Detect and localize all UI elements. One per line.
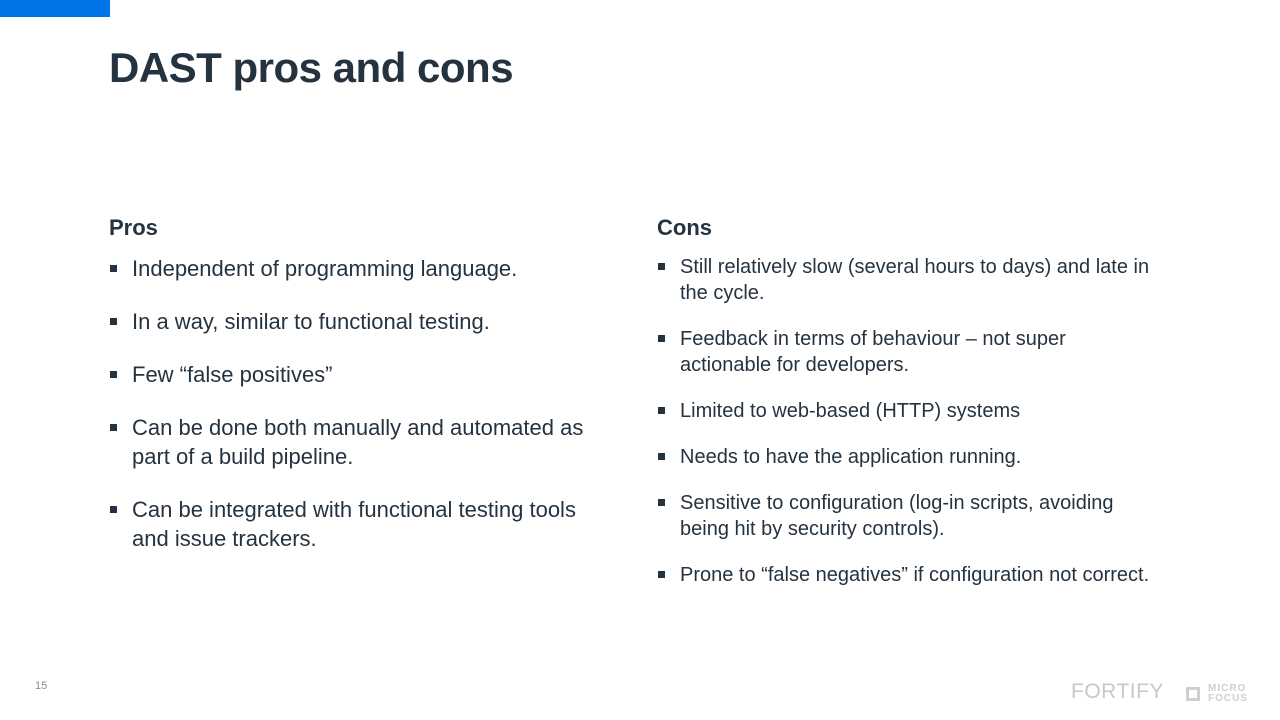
pros-item-text: Can be integrated with functional testing tools and issue trackers. [132,497,576,551]
cons-item-text: Still relatively slow (several hours to days) and late in the cycle. [680,256,1150,304]
fortify-wordmark: FORTIFY [1071,680,1164,703]
pros-item-text: Can be done both manually and automated as part of a build pipeline. [132,415,584,469]
micro-focus-logo-icon [1186,687,1200,701]
bullet-square-icon [110,318,117,325]
bullet-square-icon [110,371,117,378]
accent-bar [0,0,110,17]
pros-item [109,495,609,553]
cons-item-text: Sensitive to configuration (log-in scripts, avoiding being hit by security controls). [680,492,1114,540]
cons-column [657,214,1157,608]
slide-title: DAST pros and cons [109,44,514,91]
pros-column [109,214,609,577]
bullet-square-icon [110,506,117,513]
cons-item-text: Feedback in terms of behaviour – not super actionable for developers. [680,328,1066,376]
cons-item-text: Needs to have the application running. [680,446,1022,468]
bullet-square-icon [110,424,117,431]
cons-item [657,326,1157,378]
bullet-square-icon [658,499,665,506]
micro-focus-logo [1186,684,1266,706]
pros-item [109,413,609,471]
cons-heading: Cons [657,215,712,240]
bullet-square-icon [110,265,117,272]
pros-item-text: In a way, similar to functional testing. [132,309,490,334]
pros-item [109,254,609,283]
cons-list [657,254,1157,588]
cons-item-text: Limited to web-based (HTTP) systems [680,400,1021,422]
pros-list [109,254,609,553]
cons-item [657,490,1157,542]
cons-item-text: Prone to “false negatives” if configuration not correct. [680,564,1150,586]
bullet-square-icon [658,453,665,460]
pros-item-text: Few “false positives” [132,362,333,387]
bullet-square-icon [658,571,665,578]
cons-item [657,562,1157,588]
pros-item-text: Independent of programming language. [132,256,518,281]
pros-item [109,307,609,336]
bullet-square-icon [658,335,665,342]
cons-item [657,254,1157,306]
bullet-square-icon [658,407,665,414]
bullet-square-icon [658,263,665,270]
micro-focus-logo-text: MICRO FOCUS [1208,683,1248,704]
cons-item [657,444,1157,470]
pros-heading: Pros [109,215,158,240]
cons-item [657,398,1157,424]
pros-item [109,360,609,389]
page-number: 15 [35,680,48,692]
